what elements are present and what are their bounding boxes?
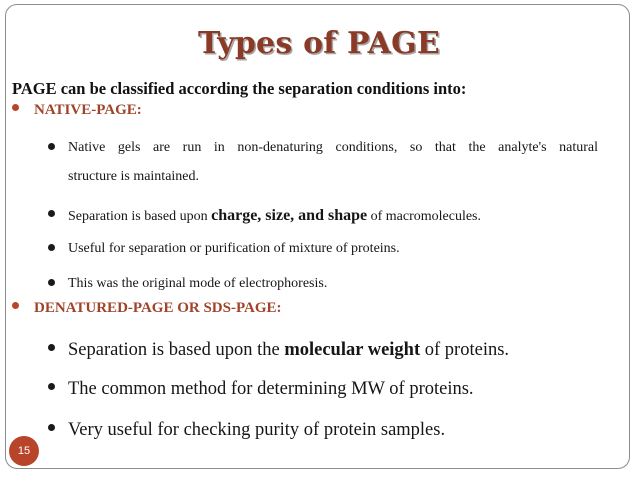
bullet-dot <box>48 210 55 217</box>
bullet-dot <box>48 424 55 431</box>
bullet-text-emphasis: charge, size, and shape <box>211 207 368 224</box>
bullet-text <box>68 340 509 361</box>
slide-title: Types of PAGE <box>198 26 440 61</box>
bullet-text: Very useful for checking purity of protein samples. <box>68 420 446 440</box>
bullet-text: The common method for determining MW of proteins. <box>68 379 474 399</box>
section-heading-sds-page <box>12 300 282 317</box>
bullet-dot <box>48 143 55 150</box>
bullet-text <box>68 207 481 225</box>
section-heading-native-page <box>12 102 142 119</box>
section-bullet-dot <box>12 104 19 111</box>
section-heading-label: DENATURED-PAGE OR SDS-PAGE: <box>34 300 282 316</box>
bullet-text-post: of proteins. <box>420 340 510 360</box>
bullet-text: Useful for separation or purification of mixture of proteins. <box>68 241 400 256</box>
bullet-text-pre: Separation is based upon the <box>68 340 285 360</box>
bullet-text <box>68 140 598 185</box>
bullet-text-post: of macromolecules. <box>367 209 481 224</box>
bullet-text-emphasis: molecular weight <box>284 340 421 360</box>
bullet-text-line-1: Native gels are run in non-denaturing conditions, so that the analyte's natural <box>68 140 598 155</box>
bullet-text-line-2: structure is maintained. <box>68 169 200 184</box>
intro-text: PAGE can be classified according the separation conditions into: <box>12 79 467 98</box>
bullet-text: This was the original mode of electrophoresis. <box>68 276 328 291</box>
bullet-text-pre: Separation is based upon <box>68 209 212 224</box>
bullet-dot <box>48 383 55 390</box>
bullet-dot <box>48 279 55 286</box>
section-heading-label: NATIVE-PAGE: <box>34 102 142 118</box>
page-number-badge: 15 <box>9 436 39 466</box>
section-bullet-dot <box>12 302 19 309</box>
bullet-dot <box>48 244 55 251</box>
bullet-dot <box>48 344 55 351</box>
